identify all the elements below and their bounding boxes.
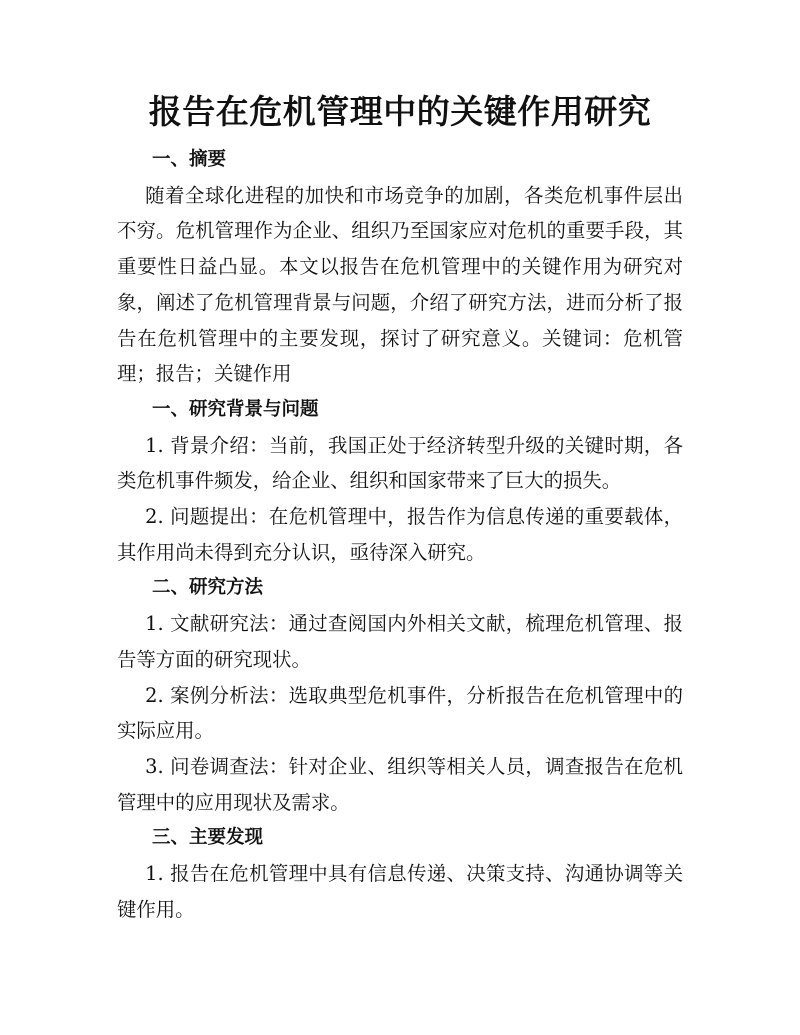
- section-heading-methods: 二、研究方法: [152, 577, 264, 599]
- section-heading-abstract: 一、摘要: [152, 149, 227, 170]
- methods-item-3: 3. 问卷调查法：针对企业、组织等相关人员，调查报告在危机管理中的应用现状及需求。: [117, 754, 683, 814]
- section-heading-background: 一、研究背景与问题: [152, 398, 319, 420]
- background-item-2: 2. 问题提出：在危机管理中，报告作为信息传递的重要载体，其作用尚未得到充分认识，亟待深入研究。: [117, 505, 683, 564]
- document-title: 报告在危机管理中的关键作用研究: [148, 92, 652, 131]
- document-body: [117, 142, 683, 927]
- background-item-1: 1. 背景介绍：当前，我国正处于经济转型升级的关键时期，各类危机事件频发，给企业、组织和国家带来了巨大的损失。: [117, 433, 683, 493]
- abstract-paragraph: 随着全球化进程的加快和市场竞争的加剧，各类危机事件层出不穷。危机管理作为企业、组织乃至国家应对危机的重要手段，其重要性日益凸显。本文以报告在危机管理中的关键作用为研究对象，阐述了危机管理背景与问题，介绍了研究方法，进而分析了报告在危机管理中的主要发现，探讨了研究意义。关键词：危机管理；报告；关键作用: [117, 183, 683, 386]
- methods-item-1: 1. 文献研究法：通过查阅国内外相关文献，梳理危机管理、报告等方面的研究现状。: [117, 612, 683, 671]
- section-heading-findings: 三、主要发现: [152, 827, 264, 849]
- methods-item-2: 2. 案例分析法：选取典型危机事件，分析报告在危机管理中的实际应用。: [117, 683, 683, 743]
- findings-item-1: 1. 报告在危机管理中具有信息传递、决策支持、沟通协调等关键作用。: [117, 862, 683, 921]
